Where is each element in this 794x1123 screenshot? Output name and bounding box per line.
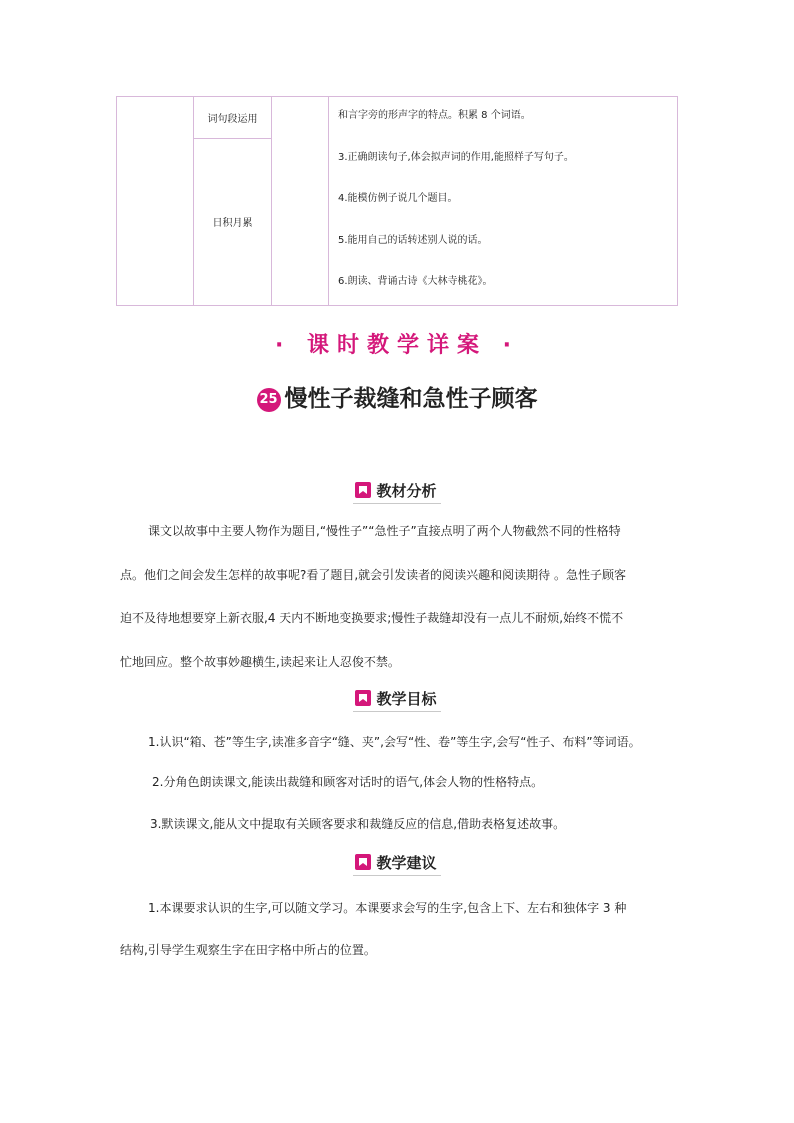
curriculum-table (116, 96, 678, 306)
suggestion-line: 结构,引导学生观察生字在田字格中所占的位置。 (120, 943, 376, 957)
table-cell-empty (117, 97, 194, 306)
goal-item: 3.默读课文,能从文中提取有关顾客要求和裁缝反应的信息,借助表格复述故事。 (150, 817, 566, 831)
table-line: 5.能用自己的话转述别人说的话。 (338, 234, 488, 246)
analysis-line: 忙地回应。整个故事妙趣横生,读起来让人忍俊不禁。 (120, 654, 400, 669)
heading-label: 教学建议 (376, 854, 437, 872)
table-cell-empty (272, 97, 329, 306)
table-line: 4.能模仿例子说几个题目。 (338, 193, 458, 204)
heading-label: 教学目标 (376, 690, 437, 708)
lesson-number-badge: 25 (257, 388, 281, 412)
analysis-paragraph (120, 510, 680, 684)
bookmark-icon (355, 690, 371, 706)
heading-label: 教材分析 (376, 482, 437, 500)
table-goals-cell (329, 97, 678, 306)
table-line: 6.朗读、背诵古诗《大林寺桃花》。 (338, 276, 493, 287)
analysis-line: 课文以故事中主要人物作为题目,“慢性子”“急性子”直接点明了两个人物截然不同的性格特 (148, 524, 621, 538)
lesson-title: 慢性子裁缝和急性子顾客 (284, 386, 538, 412)
bookmark-icon (355, 854, 371, 870)
goal-item: 1.认识“箱、苍”等生字,读准多音字“缝、夹”,会写“性、卷”等生字,会写“性子、布料”等词语。 (148, 735, 641, 749)
heading-analysis (0, 480, 794, 504)
table-label-word-sentence: 词句段运用 (194, 97, 272, 139)
table-label-daily-accumulation: 日积月累 (194, 139, 272, 306)
bookmark-icon (355, 482, 371, 498)
heading-suggestions (0, 852, 794, 876)
table-line: 3.正确朗读句子,体会拟声词的作用,能照样子写句子。 (338, 151, 574, 163)
suggestion-line: 1.本课要求认识的生字,可以随文学习。本课要求会写的生字,包含上下、左右和独体字 3 种 (148, 901, 627, 915)
section-title: · 课时教学详案 · (274, 333, 520, 358)
analysis-line: 迫不及待地想要穿上新衣服,4 天内不断地变换要求;慢性子裁缝却没有一点儿不耐烦,始终不慌不 (120, 611, 624, 625)
goal-item: 2.分角色朗读课文,能读出裁缝和顾客对话时的语气,体会人物的性格特点。 (152, 775, 544, 789)
table-line: 和言字旁的形声字的特点。积累 8 个词语。 (338, 110, 531, 121)
lesson-heading (0, 380, 794, 413)
analysis-line: 点。他们之间会发生怎样的故事呢?看了题目,就会引发读者的阅读兴趣和阅读期待 。急性子顾客 (120, 567, 627, 582)
heading-goals (0, 688, 794, 712)
